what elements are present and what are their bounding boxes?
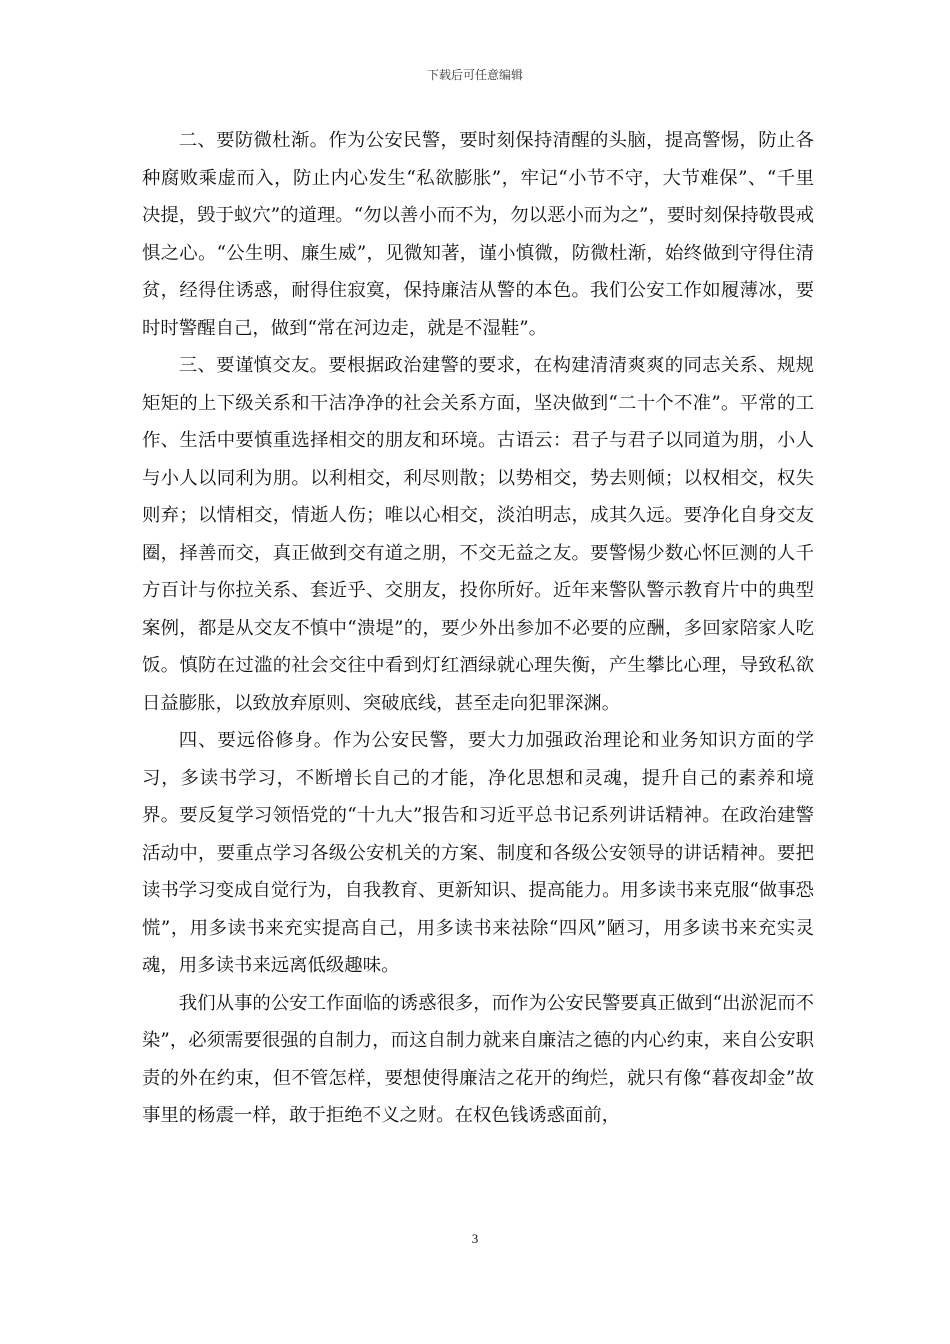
document-body — [142, 122, 814, 1135]
paragraph-self-cultivation: 四、要远俗修身。作为公安民警，要大力加强政治理论和业务知识方面的学习，多读书学习，不断增长自己的才能，净化思想和灵魂，提升自己的素养和境界。要反复学习领悟党的“十九大”报告和习近平总书记系列讲话精神。在政治建警活动中，要重点学习各级公安机关的方案、制度和各级公安领导的讲话精神。要把读书学习变成自觉行为，自我教育、更新知识、提高能力。用多读书来克服“做事恐慌”，用多读书来充实提高自己，用多读书来祛除“四风”陋习，用多读书来充实灵魂，用多读书来远离低级趣味。 — [142, 730, 814, 976]
page-header: 下载后可任意编辑 — [426, 68, 523, 82]
paragraph-conclusion: 我们从事的公安工作面临的诱惑很多，而作为公安民警要真正做到“出淤泥而不染”，必须需要很强的自制力，而这自制力就来自廉洁之德的内心约束，来自公安职责的外在约束，但不管怎样，要想使得廉洁之花开的绚烂，就只有像“暮夜却金”故事里的杨震一样，敢于拒绝不义之财。在权色钱诱惑面前， — [142, 992, 814, 1126]
page-number: 3 — [471, 1231, 479, 1246]
paragraph-prevent-corruption: 二、要防微杜渐。作为公安民警，要时刻保持清醒的头脑，提高警惕，防止各种腐败乘虚而入，防止内心发生“私欲膨胀”，牢记“小节不守，大节难保”、“千里决提，毁于蚁穴”的道理。“勿以善小而不为，勿以恶小而为之”，要时刻保持敬畏戒惧之心。“公生明、廉生威”，见微知著，谨小慎微，防微杜渐，始终做到守得住清贫，经得住诱惑，耐得住寂寞，保持廉洁从警的本色。我们公安工作如履薄冰，要时时警醒自己，做到“常在河边走，就是不湿鞋”。 — [142, 130, 814, 339]
paragraph-careful-friendship: 三、要谨慎交友。要根据政治建警的要求，在构建清清爽爽的同志关系、规规矩矩的上下级关系和干洁净净的社会关系方面，坚决做到“二十个不准”。平常的工作、生活中要慎重选择相交的朋友和环境。古语云：君子与君子以同道为朋，小人与小人以同利为朋。以利相交，利尽则散；以势相交，势去则倾；以权相交，权失则弃；以情相交，情逝人伤；唯以心相交，淡泊明志，成其久远。要净化自身交友圈，择善而交，真正做到交有道之朋，不交无益之友。要警惕少数心怀叵测的人千方百计与你拉关系、套近乎、交朋友，投你所好。近年来警队警示教育片中的典型案例，都是从交友不慎中“溃堤”的，要少外出参加不必要的应酬，多回家陪家人吃饭。慎防在过滥的社会交往中看到灯红酒绿就心理失衡，产生攀比心理，导致私欲日益膨胀，以致放弃原则、突破底线，甚至走向犯罪深渊。 — [142, 355, 814, 714]
